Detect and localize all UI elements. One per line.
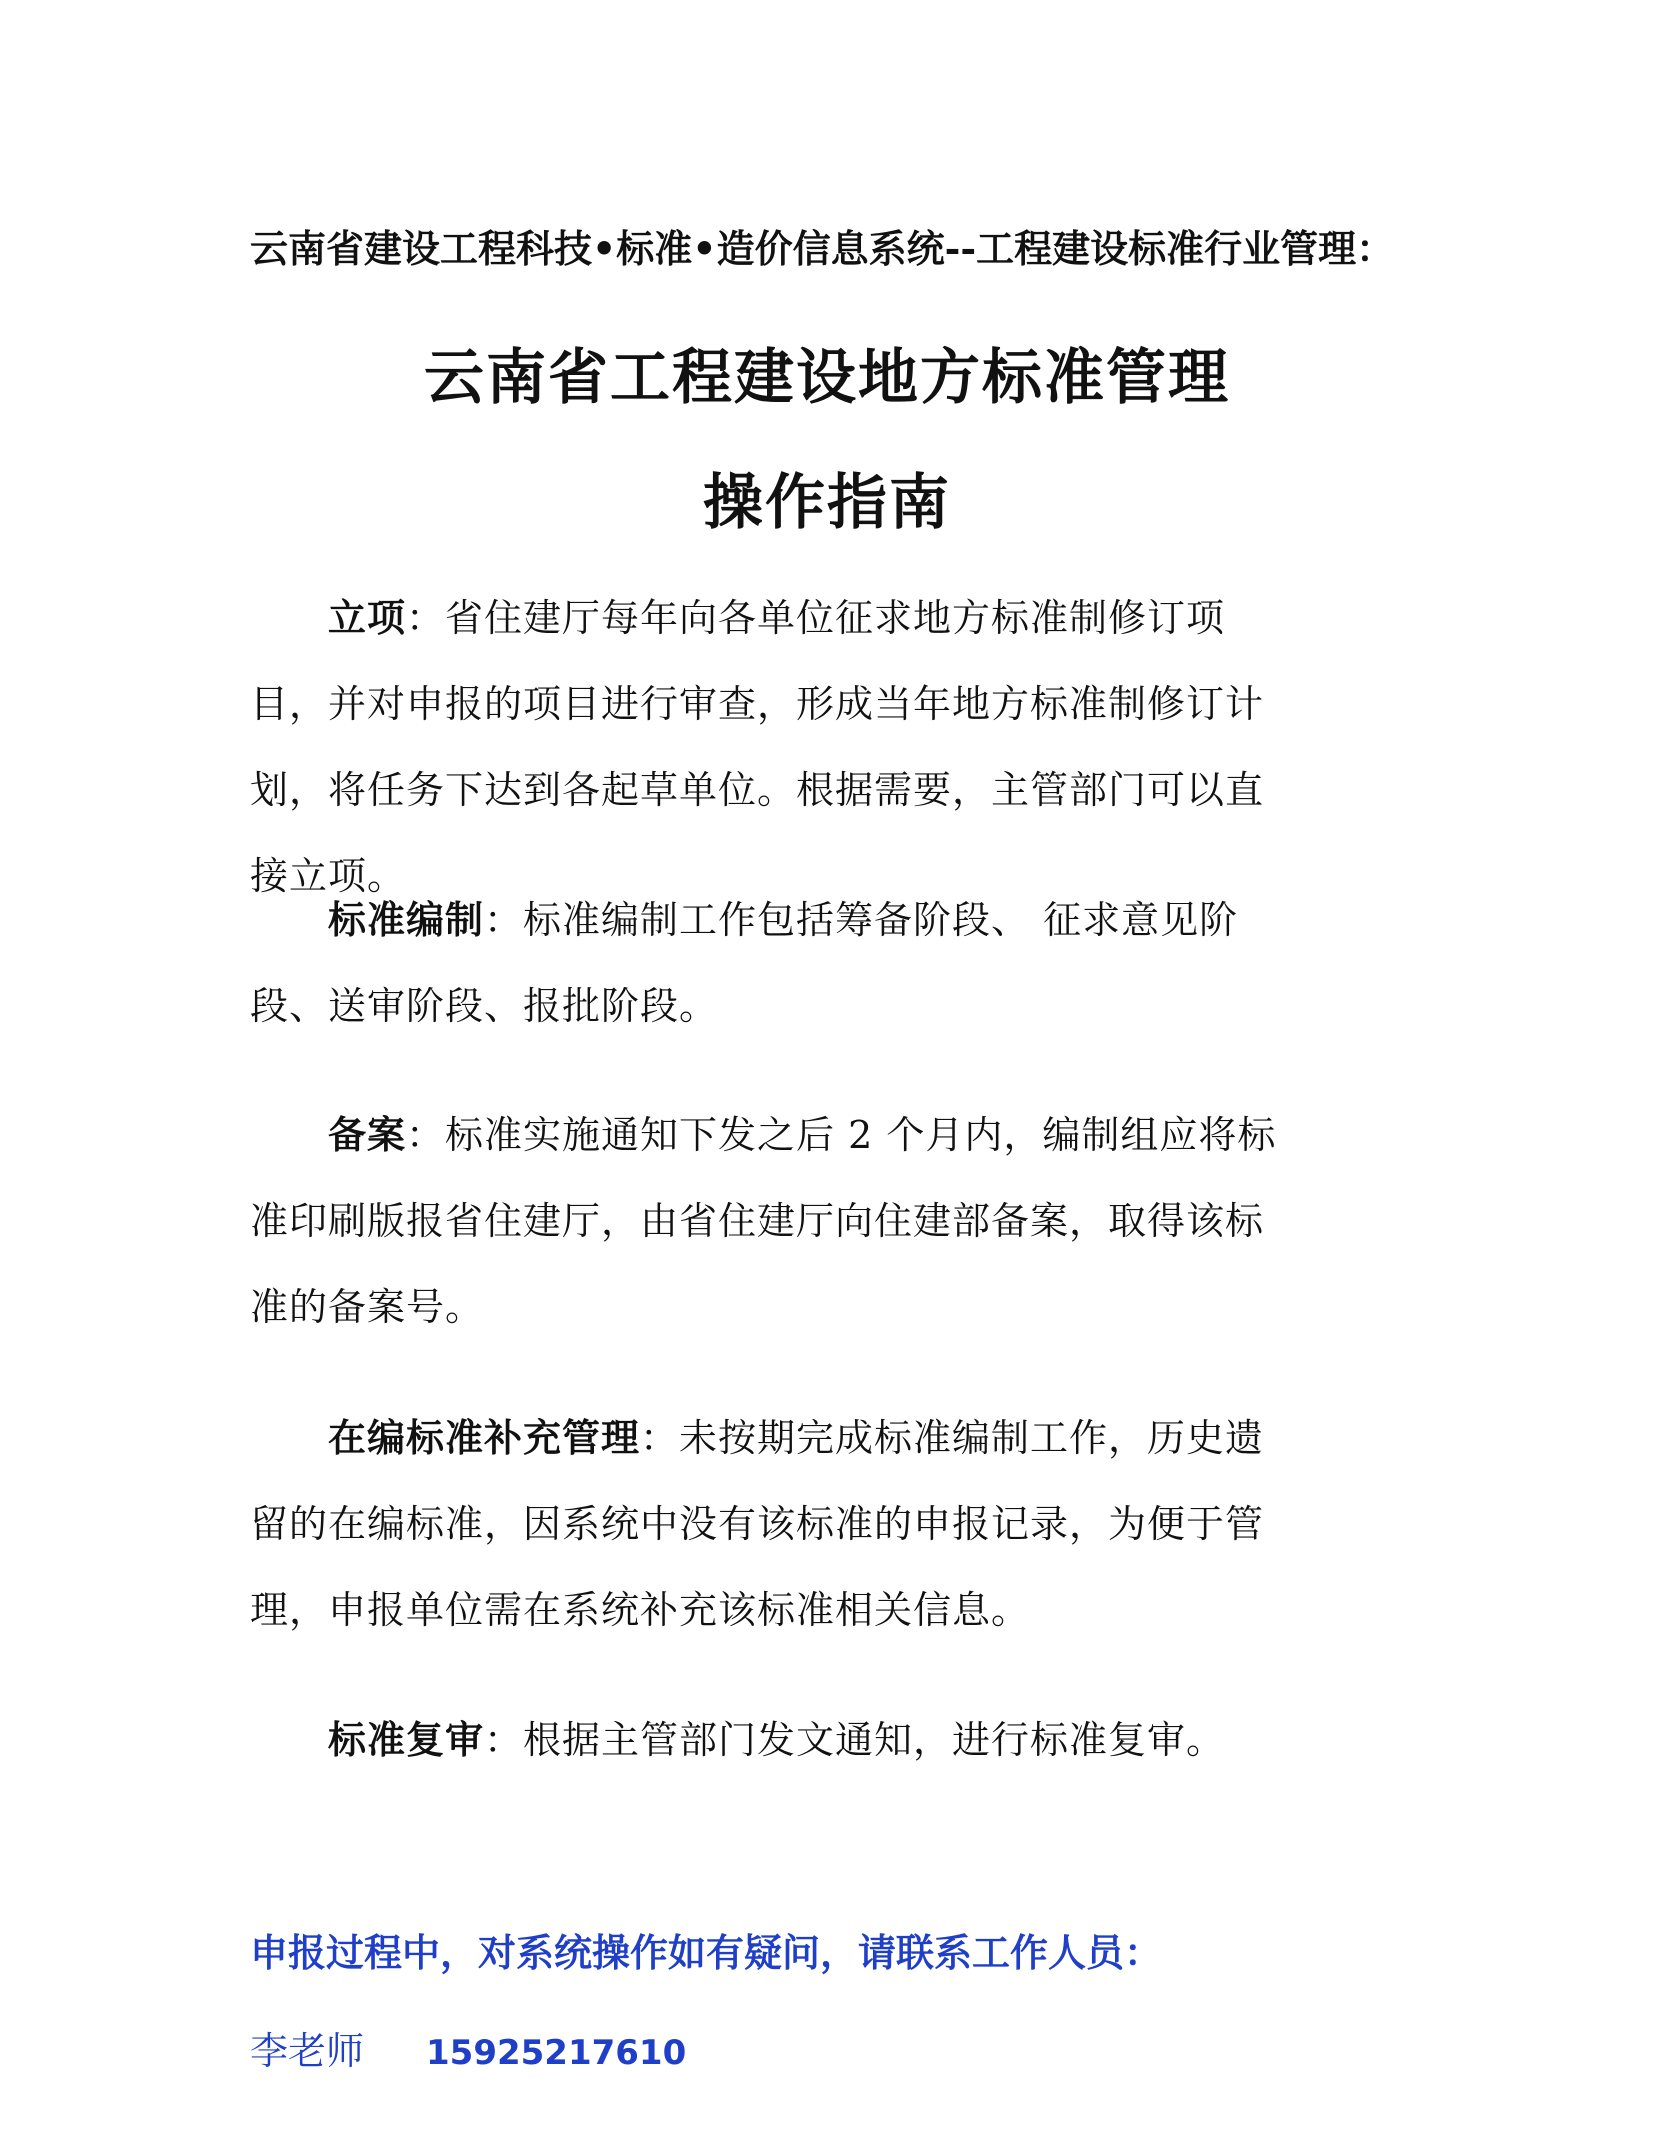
contact-phone[interactable]: 15925217610 xyxy=(426,2033,687,2073)
section-label: 标准复审 xyxy=(328,1717,485,1762)
section-label: 备案 xyxy=(328,1112,407,1157)
section-label: 立项 xyxy=(328,595,407,640)
page-subtitle: 操作指南 xyxy=(703,468,951,538)
section-project-initiation xyxy=(250,575,1290,919)
section-text: ：标准实施通知下发之后 2 个月内，编制组应将标准印刷版报省住建厅，由省住建厅向住建部备案，取得该标准的备案号。 xyxy=(250,1113,1277,1329)
section-standard-review xyxy=(250,1697,1290,1783)
system-header: 云南省建设工程科技•标准•造价信息系统--工程建设标准行业管理： xyxy=(250,226,1395,271)
section-text: ：标准编制工作包括筹备阶段、 征求意见阶段、送审阶段、报批阶段。 xyxy=(250,898,1239,1028)
section-text: ：根据主管部门发文通知，进行标准复审。 xyxy=(484,1718,1226,1762)
section-text: ：未按期完成标准编制工作，历史遗留的在编标准，因系统中没有该标准的申报记录，为便于管理，申报单位需在系统补充该标准相关信息。 xyxy=(250,1416,1265,1632)
section-supplementary-management xyxy=(250,1395,1290,1653)
section-label: 标准编制 xyxy=(328,897,485,942)
page-title: 云南省工程建设地方标准管理 xyxy=(424,343,1230,413)
contact-name: 李老师 xyxy=(250,2029,365,2073)
section-filing xyxy=(250,1092,1290,1350)
contact-prompt: 申报过程中，对系统操作如有疑问，请联系工作人员： xyxy=(250,1930,1163,1975)
section-text: ：省住建厅每年向各单位征求地方标准制修订项目，并对申报的项目进行审查，形成当年地方标准制修订计划，将任务下达到各起草单位。根据需要，主管部门可以直接立项。 xyxy=(250,596,1265,898)
contact-person xyxy=(250,2020,686,2075)
section-label: 在编标准补充管理 xyxy=(328,1415,641,1460)
section-standard-drafting xyxy=(250,877,1290,1049)
